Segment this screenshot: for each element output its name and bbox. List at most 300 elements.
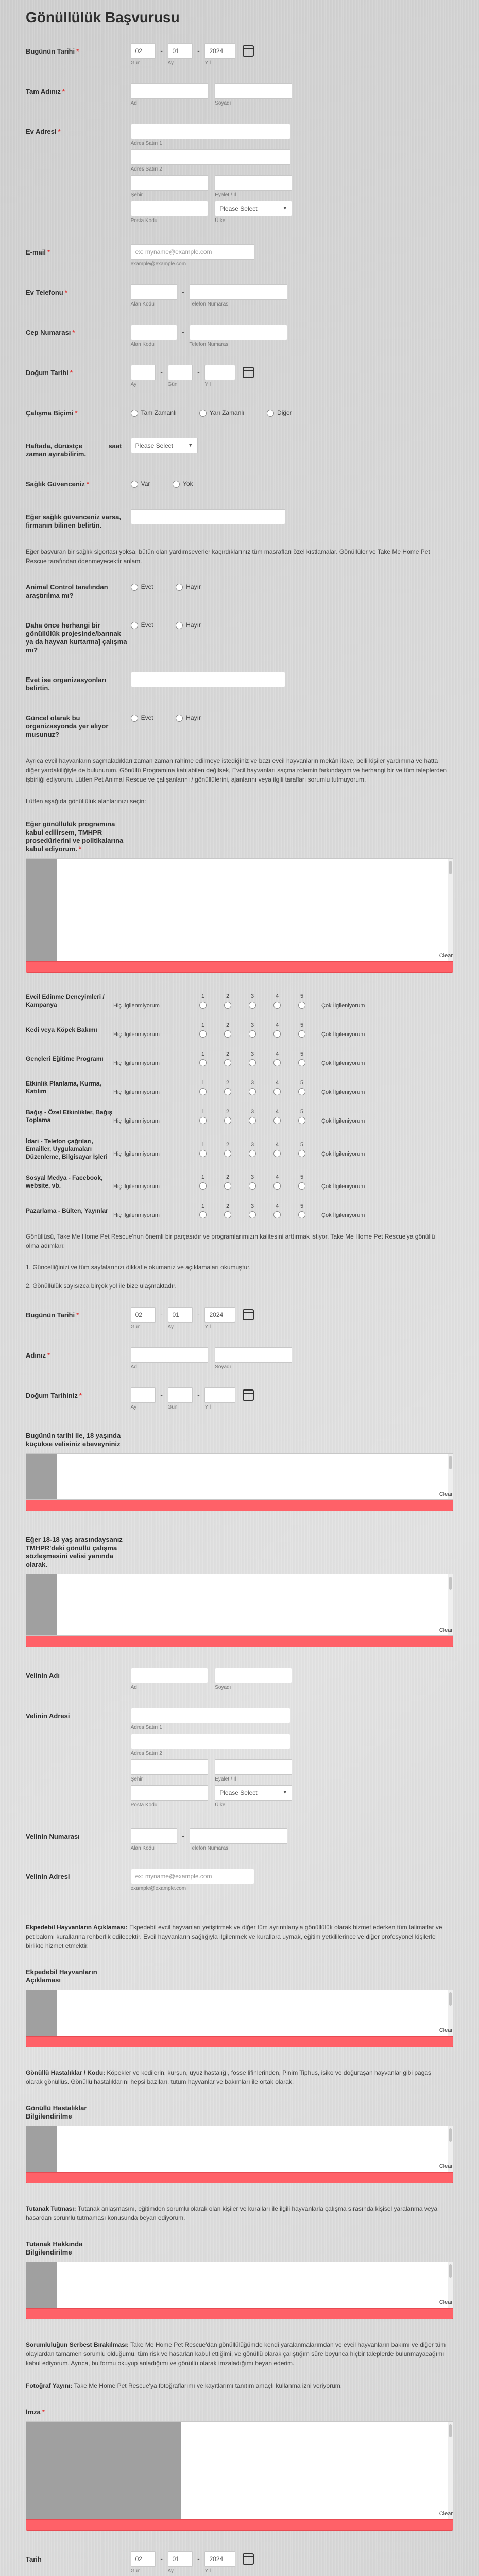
parent-email-input[interactable]: ex: myname@example.com [131, 1869, 254, 1884]
matrix-scale [113, 1174, 391, 1190]
matrix-low-label: Hiç İlgilenmiyorum [113, 1150, 160, 1157]
final-day-input[interactable]: 02 [131, 2551, 156, 2567]
health-label: Sağlık Güvenceniz * [26, 480, 89, 488]
program-question-label: Eğer gönüllülük programına kabul edilirsem, TMHPR prosedürlerini ve politikalarına kabul ediyorum. * [26, 820, 124, 853]
matrix-option[interactable] [289, 1109, 314, 1124]
animal-control-label: Animal Control tarafından araştırılma mı? [26, 583, 108, 599]
matrix-high-label: Çok İlgileniyorum [321, 1118, 365, 1124]
matrix-row [26, 1174, 453, 1190]
today2-day-input[interactable]: 02 [131, 1307, 156, 1323]
matrix-option[interactable] [240, 1203, 265, 1218]
guardian-sig2-label: Eğer 18-18 yaş arasındaysanız TMHPR'deki gönüllü çalışma sözleşmesini velisi yanında olarak. [26, 1536, 123, 1568]
matrix-option[interactable] [265, 1203, 289, 1218]
sig-c-label: Tutanak Hakkında Bilgilendirilme [26, 2240, 83, 2256]
matrix-scale-number: 5 [300, 1080, 304, 1086]
employment-row [26, 405, 453, 420]
health-detail-label: Eğer sağlık güvenceniz varsa, firmanın bilinen belirtin. [26, 513, 121, 529]
matrix-radio[interactable] [224, 1002, 231, 1009]
block3-paragraph: Tutanak Tutması: Tutanak anlaşmasını, eğitimden sorumlu olarak olan kişiler ve kuralları ile ilgili hayvanlarla çalışma sırasında kişisel yaralanma veya hasardan sorumlu tutmaması konusunda beyan ediyorum. [26, 2205, 438, 2222]
matrix-row-label: Gençleri Eğitime Programı [26, 1055, 104, 1062]
clear-signature-button[interactable]: Clear [439, 2299, 453, 2306]
parent-address-row: Velinin Adresi Adres Satırı 1 Adres Satırı 2 Şehir Eyalet / İl Posta Kodu Please Select ▼ Ülke [26, 1708, 453, 1811]
matrix-option[interactable] [240, 1142, 265, 1157]
mobile-area-input[interactable] [131, 325, 177, 340]
rescue-before-label: Daha önce herhangi bir gönüllülük projesinde/barınak ya da hayvan kurtarma] çalışma mı? [26, 621, 127, 654]
matrix-radio[interactable] [249, 1150, 256, 1157]
address-row: Ev Adresi * Adres Satırı 1 Adres Satırı 2 Şehir Eyalet / İl Posta Kodu Please Select ▼ Ülke [26, 124, 453, 227]
matrix-radio[interactable] [273, 1059, 281, 1066]
matrix-option[interactable] [265, 1109, 289, 1124]
matrix-option[interactable] [191, 1142, 215, 1157]
matrix-scale-number: 2 [226, 1109, 230, 1115]
matrix-row-label: Etkinlik Planlama, Kurma, Katılım [26, 1080, 101, 1095]
matrix-option[interactable] [191, 1022, 215, 1038]
parent-country-select[interactable]: Please Select ▼ [215, 1785, 292, 1801]
matrix-row-label: Evcil Edinme Deneyimleri / Kampanya [26, 993, 105, 1008]
sig-a-row [26, 1964, 453, 2047]
parent-phone-row: Velinin Numarası Alan Kodu - Telefon Numarası [26, 1828, 453, 1851]
block1-paragraph: Ekpedebil Hayvanların Açıklaması: Ekpedebil evcil hayvanları yetiştirmek ve diğer tüm ayrıntılarıyla gönüllülük olarak hizmet ederken tüm talimatlar ve pet bakımı kurallarına rehberlik edilecektir. Evcil hayvanların sağlığıyla ilgilenmek ve kurallara uymak, eğitim yetkililerince ve diğer profesyonel kişilerle birlikte hizmet etmektir. [26, 1924, 442, 1950]
matrix-option[interactable] [191, 1109, 215, 1124]
matrix-scale-number: 5 [300, 1141, 304, 1148]
calendar-icon[interactable] [243, 367, 254, 378]
matrix-option[interactable] [289, 993, 314, 1009]
matrix-radio[interactable] [298, 1088, 305, 1095]
signature-toolbar [26, 1491, 453, 1511]
rescue-before-no[interactable]: Hayır [176, 617, 201, 633]
today-year-input[interactable]: 2024 [204, 43, 235, 59]
matrix-radio[interactable] [224, 1182, 231, 1190]
dob-year-input[interactable] [204, 365, 235, 380]
today2-row: Bugünün Tarihi * 02 Gün - 01 Ay - 2024 Yıl [26, 1307, 453, 1330]
signature-pad-guardian2[interactable] [26, 1574, 453, 1636]
block4-paragraph: Sorumluluğun Serbest Bırakılması: Take Me Home Pet Rescue'dan gönüllülüğümde kendi yaralanmalarımdan ve evcil hayvanların bakımı ve diğer tüm olaylardan tamamen sorumlu olduğumu, tüm risk ve hasarları kabul ettiğimi, ve gönüllü olarak çalıştığım süre boyunca hiçbir taleplerde bulunmayacağımı kabul ediyorum. Ayrıca, bu formu okuyup anladığımı ve gönüllü olarak imzaladığımı beyan ederim. [26, 2341, 446, 2367]
matrix-high-label: Çok İlgileniyorum [321, 1150, 365, 1157]
matrix-radio[interactable] [298, 1150, 305, 1157]
country-select[interactable]: Please Select ▼ [215, 201, 292, 216]
today-month-input[interactable]: 01 [168, 43, 193, 59]
matrix-scale-number: 4 [275, 1051, 279, 1057]
matrix-scale [113, 1051, 391, 1066]
matrix-row-label: Pazarlama - Bülten, Yayınlar [26, 1207, 108, 1214]
calendar-icon[interactable] [243, 45, 254, 57]
email-input[interactable]: ex: myname@example.com [131, 244, 254, 260]
matrix-option[interactable] [240, 1174, 265, 1190]
matrix-low-label: Hiç İlgilenmiyorum [113, 1118, 160, 1124]
matrix-option[interactable] [191, 993, 215, 1009]
today-date-row: Bugünün Tarihi * 02 Gün - 01 Ay - 2024 Yıl [26, 43, 453, 66]
matrix-radio[interactable] [199, 1059, 207, 1066]
signature-pad-guardian1[interactable] [26, 1453, 453, 1500]
parent-email-row: Velinin Adresi ex: myname@example.com example@example.com [26, 1869, 453, 1891]
signature-toolbar [26, 2511, 453, 2531]
matrix-radio[interactable] [199, 1002, 207, 1009]
matrix-radio[interactable] [249, 1117, 256, 1124]
matrix-scale [113, 1022, 391, 1038]
signature-pad-final[interactable] [26, 2421, 453, 2519]
matrix-radio[interactable] [199, 1150, 207, 1157]
parent-address-line1-input[interactable] [131, 1708, 290, 1723]
birth2-day-input[interactable] [168, 1387, 193, 1403]
matrix-scale-number: 2 [226, 1141, 230, 1148]
matrix-option[interactable] [240, 1080, 265, 1095]
birth2-label: Doğum Tarihiniz * [26, 1392, 82, 1399]
matrix-option[interactable] [265, 1022, 289, 1038]
current-animals-no[interactable]: Hayır [176, 710, 201, 725]
matrix-scale-number: 2 [226, 1203, 230, 1209]
matrix-scale-number: 4 [275, 1109, 279, 1115]
signature-pad-c[interactable] [26, 2262, 453, 2308]
parent-city-input[interactable] [131, 1759, 208, 1775]
parent-address-line2-input[interactable] [131, 1734, 290, 1749]
matrix-radio[interactable] [249, 1030, 256, 1038]
matrix-option[interactable] [265, 1142, 289, 1157]
matrix-option[interactable] [240, 1109, 265, 1124]
dob-day-input[interactable] [168, 365, 193, 380]
matrix-option[interactable] [215, 1142, 240, 1157]
matrix-scale-number: 4 [275, 1141, 279, 1148]
matrix-scale-number: 3 [250, 1109, 254, 1115]
home-number-input[interactable] [190, 284, 287, 300]
birth2-row: Doğum Tarihiniz * Ay - Gün - Yıl [26, 1387, 453, 1410]
matrix-scale-number: 4 [275, 993, 279, 999]
matrix-scale-number: 1 [201, 1051, 205, 1057]
matrix-radio[interactable] [249, 1059, 256, 1066]
final-date-row: Tarih 02 Gün - 01 Ay - 2024 Yıl [26, 2551, 453, 2574]
parent-area-input[interactable] [131, 1828, 177, 1844]
mobile-row: Cep Numarası * Alan Kodu - Telefon Numarası [26, 325, 453, 347]
current-animals-label: Güncel olarak bu organizasyonda yer alıyor musunuz? [26, 714, 109, 738]
animal-control-no[interactable]: Hayır [176, 579, 201, 595]
health-option-yes[interactable]: Var [131, 476, 150, 492]
matrix-row [26, 1080, 453, 1095]
name-row: Tam Adınız * Ad Soyadı [26, 83, 453, 106]
state-input[interactable] [215, 175, 292, 191]
block2-paragraph: Gönüllü Hastalıklar / Kodu: Köpekler ve kedilerin, kurşun, uyuz hastalığı, fosse lifinlerinden, Pinim Tiphus, isiko ve doğuraşan hayvanlar gibi pagaş olarak gönüllüs. Gönüllü hastalıklarını hepsi bazıları, tutum hayvanlar ve bakımları ile ortak olarak. [26, 2069, 432, 2086]
matrix-radio[interactable] [273, 1088, 281, 1095]
clear-signature-button[interactable]: Clear [439, 953, 453, 959]
matrix-option[interactable] [215, 1051, 240, 1066]
matrix-radio[interactable] [298, 1117, 305, 1124]
matrix-radio[interactable] [199, 1117, 207, 1124]
matrix-radio[interactable] [273, 1211, 281, 1218]
interest-matrix [26, 993, 453, 1218]
employment-option-fulltime[interactable]: Tam Zamanlı [131, 405, 177, 420]
matrix-option[interactable] [265, 993, 289, 1009]
clear-signature-button[interactable]: Clear [439, 2511, 453, 2517]
health-row [26, 476, 453, 492]
program-question-row [26, 816, 453, 973]
matrix-option[interactable] [215, 1080, 240, 1095]
signature-pad-a[interactable] [26, 1990, 453, 2036]
current-animals-yes[interactable]: Evet [131, 710, 153, 725]
matrix-scale-number: 4 [275, 1022, 279, 1028]
email-row: E-mail * ex: myname@example.com example@example.com [26, 244, 453, 267]
matrix-option[interactable] [191, 1203, 215, 1218]
step-2: 2. Gönüllülük sayısızca birçok yol ile bize ulaşmaktadır. [26, 1282, 177, 1290]
chevron-down-icon: ▼ [187, 443, 193, 448]
parent-email-label: Velinin Adresi [26, 1873, 70, 1880]
matrix-scale-number: 3 [250, 1051, 254, 1057]
clear-signature-button[interactable]: Clear [439, 2027, 453, 2033]
matrix-radio[interactable] [273, 1117, 281, 1124]
matrix-radio[interactable] [273, 1030, 281, 1038]
matrix-option[interactable] [289, 1203, 314, 1218]
matrix-radio[interactable] [224, 1088, 231, 1095]
sig-b-label: Gönüllü Hastalıklar Bilgilendirilme [26, 2104, 87, 2120]
final-date-label: Tarih [26, 2555, 42, 2563]
rate-intro: Lütfen aşağıda gönüllülük alanlarınızı seçin: [26, 798, 146, 805]
matrix-row-label: Kedi veya Köpek Bakımı [26, 1026, 97, 1033]
employment-label: Çalışma Biçimi * [26, 409, 78, 417]
matrix-option[interactable] [215, 1109, 240, 1124]
matrix-radio[interactable] [298, 1002, 305, 1009]
dob-label: Doğum Tarihi * [26, 369, 73, 377]
matrix-option[interactable] [289, 1022, 314, 1038]
matrix-low-label: Hiç İlgilenmiyorum [113, 1183, 160, 1190]
matrix-row-label: Bağış - Özel Etkinlikler, Bağış Toplama [26, 1109, 113, 1124]
matrix-scale-number: 1 [201, 1080, 205, 1086]
liability-paragraph: Ayrıca evcil hayvanların saçmaladıkları zaman zaman rahime edilmeye istediğiniz ve bazı evcil hayvanların mekân ilave, belli kişiler yardımına ve hatta diğer yardakiliğiyle de bulunurum. Gönüllü Programına katılabilen değilsek, Evcil hayvanları saçma rolemin farkındayım ve herhangi bir ve tüm taleplerden işbirliği ediyorum. Lütfen Pet Animal Rescue ve çalışanlarını / gönüllülerini, ajanlarını veya ilgili tarafları sorumlu tutmuyorum. [26, 757, 447, 783]
matrix-option[interactable] [289, 1142, 314, 1157]
matrix-radio[interactable] [224, 1030, 231, 1038]
matrix-radio[interactable] [273, 1002, 281, 1009]
sig-c-row [26, 2236, 453, 2319]
matrix-radio[interactable] [273, 1150, 281, 1157]
matrix-option[interactable] [240, 1051, 265, 1066]
matrix-option[interactable] [215, 1203, 240, 1218]
matrix-scale-number: 3 [250, 1141, 254, 1148]
parent-last-input[interactable] [215, 1668, 292, 1683]
matrix-option[interactable] [265, 1080, 289, 1095]
matrix-option[interactable] [215, 1174, 240, 1190]
birth2-year-input[interactable] [204, 1387, 235, 1403]
parent-number-input[interactable] [190, 1828, 287, 1844]
matrix-radio[interactable] [298, 1211, 305, 1218]
matrix-scale-number: 3 [250, 1203, 254, 1209]
signature-placeholder [26, 2422, 181, 2519]
matrix-scale-number: 4 [275, 1080, 279, 1086]
parent-name-label: Velinin Adı [26, 1672, 60, 1680]
matrix-scale-number: 3 [250, 1022, 254, 1028]
matrix-option[interactable] [240, 1022, 265, 1038]
chevron-down-icon: ▼ [282, 206, 288, 211]
birth2-month-input[interactable] [131, 1387, 156, 1403]
matrix-scale [113, 1080, 391, 1095]
matrix-scale [113, 1203, 391, 1218]
signature-toolbar [26, 2163, 453, 2183]
matrix-high-label: Çok İlgileniyorum [321, 1031, 365, 1038]
scrollbar[interactable] [448, 2422, 453, 2519]
org-input[interactable] [131, 672, 285, 687]
city-input[interactable] [131, 175, 208, 191]
calendar-icon[interactable] [243, 2553, 254, 2565]
applicant-first-input[interactable] [131, 1347, 208, 1363]
today2-month-input[interactable]: 01 [168, 1307, 193, 1323]
matrix-scale-number: 1 [201, 1022, 205, 1028]
page-title: Gönüllülük Başvurusu [26, 9, 180, 25]
signature-pad-b[interactable] [26, 2126, 453, 2172]
matrix-row [26, 993, 453, 1009]
calendar-icon[interactable] [243, 1389, 254, 1401]
matrix-scale-number: 2 [226, 1051, 230, 1057]
matrix-scale-number: 2 [226, 1022, 230, 1028]
matrix-option[interactable] [289, 1174, 314, 1190]
matrix-low-label: Hiç İlgilenmiyorum [113, 1212, 160, 1218]
chevron-down-icon: ▼ [282, 1790, 288, 1795]
matrix-high-label: Çok İlgileniyorum [321, 1089, 365, 1095]
first-name-input[interactable] [131, 83, 208, 99]
today2-year-input[interactable]: 2024 [204, 1307, 235, 1323]
matrix-scale-number: 5 [300, 993, 304, 999]
address-label: Ev Adresi * [26, 128, 61, 135]
matrix-radio[interactable] [199, 1211, 207, 1218]
rescue-before-yes[interactable]: Evet [131, 617, 153, 633]
clear-signature-button[interactable]: Clear [439, 2163, 453, 2170]
matrix-scale [113, 993, 391, 1009]
final-sig-label: İmza * [26, 2408, 45, 2416]
applicant-label: Adınız * [26, 1351, 50, 1359]
matrix-option[interactable] [191, 1174, 215, 1190]
matrix-radio[interactable] [199, 1088, 207, 1095]
matrix-scale-number: 3 [250, 1080, 254, 1086]
matrix-radio[interactable] [249, 1088, 256, 1095]
signature-pad-program[interactable] [26, 858, 453, 961]
scrollbar[interactable] [448, 1574, 453, 1635]
signature-placeholder [26, 2126, 57, 2172]
signature-toolbar [26, 2299, 453, 2319]
dob-month-input[interactable] [131, 365, 156, 380]
matrix-low-label: Hiç İlgilenmiyorum [113, 1089, 160, 1095]
matrix-row [26, 1109, 453, 1124]
matrix-radio[interactable] [249, 1182, 256, 1190]
matrix-low-label: Hiç İlgilenmiyorum [113, 1031, 160, 1038]
matrix-low-label: Hiç İlgilenmiyorum [113, 1003, 160, 1009]
matrix-row [26, 1203, 453, 1218]
matrix-option[interactable] [191, 1080, 215, 1095]
applicant-row: Adınız * Ad Soyadı [26, 1347, 453, 1370]
applicant-last-input[interactable] [215, 1347, 292, 1363]
matrix-scale-number: 5 [300, 1203, 304, 1209]
matrix-scale-number: 2 [226, 1080, 230, 1086]
animal-control-yes[interactable]: Evet [131, 579, 153, 595]
matrix-scale-number: 2 [226, 1174, 230, 1180]
matrix-option[interactable] [240, 993, 265, 1009]
matrix-scale-number: 5 [300, 1109, 304, 1115]
matrix-scale-number: 1 [201, 1174, 205, 1180]
matrix-scale-number: 3 [250, 993, 254, 999]
health-detail-input[interactable] [131, 509, 285, 524]
intro-paragraph: Gönüllüsü, Take Me Home Pet Rescue'nun önemli bir parçasıdır ve programlarımızın kalitesini arttırmak istiyor. Take Me Home Pet Rescue'ya gönüllü olma adımları: [26, 1233, 435, 1249]
matrix-radio[interactable] [298, 1030, 305, 1038]
signature-toolbar [26, 953, 453, 973]
matrix-option[interactable] [289, 1051, 314, 1066]
matrix-radio[interactable] [298, 1182, 305, 1190]
clear-signature-button[interactable]: Clear [439, 1491, 453, 1497]
matrix-radio[interactable] [224, 1117, 231, 1124]
guardian-sig2-row [26, 1532, 453, 1647]
final-sig-row [26, 2404, 453, 2531]
matrix-radio[interactable] [199, 1030, 207, 1038]
signature-toolbar [26, 1627, 453, 1647]
current-animals-row [26, 710, 453, 739]
parent-zip-input[interactable] [131, 1785, 208, 1801]
matrix-radio[interactable] [249, 1002, 256, 1009]
matrix-option[interactable] [265, 1051, 289, 1066]
parent-state-input[interactable] [215, 1759, 292, 1775]
matrix-scale-number: 5 [300, 1051, 304, 1057]
matrix-option[interactable] [215, 993, 240, 1009]
matrix-radio[interactable] [224, 1211, 231, 1218]
today-day-input[interactable]: 02 [131, 43, 156, 59]
guardian-sig1-label: Bugünün tarihi ile, 18 yaşında küçükse velisiniz ebeveyniniz [26, 1432, 121, 1448]
signature-placeholder [26, 859, 57, 961]
parent-name-row: Velinin Adı Ad Soyadı [26, 1668, 453, 1690]
health-detail-row [26, 509, 453, 530]
matrix-radio[interactable] [273, 1182, 281, 1190]
matrix-radio[interactable] [249, 1211, 256, 1218]
last-name-input[interactable] [215, 83, 292, 99]
matrix-scale-number: 2 [226, 993, 230, 999]
matrix-low-label: Hiç İlgilenmiyorum [113, 1060, 160, 1066]
home-phone-row: Ev Telefonu * Alan Kodu - Telefon Numarası [26, 284, 453, 307]
step-1: 1. Güncelliğinizi ve tüm sayfalarınızı dikkatle okumanız ve açıklamaları okumuştur. [26, 1264, 251, 1271]
matrix-row [26, 1051, 453, 1066]
matrix-radio[interactable] [199, 1182, 207, 1190]
matrix-high-label: Çok İlgileniyorum [321, 1060, 365, 1066]
signature-placeholder [26, 1990, 57, 2036]
matrix-scale-number: 5 [300, 1022, 304, 1028]
signature-toolbar [26, 2027, 453, 2047]
calendar-icon[interactable] [243, 1309, 254, 1320]
employment-option-parttime[interactable]: Yarı Zamanlı [199, 405, 245, 420]
matrix-radio[interactable] [224, 1150, 231, 1157]
matrix-option[interactable] [289, 1080, 314, 1095]
clear-signature-button[interactable]: Clear [439, 1627, 453, 1633]
matrix-option[interactable] [215, 1022, 240, 1038]
address-line2-input[interactable] [131, 149, 290, 165]
matrix-radio[interactable] [224, 1059, 231, 1066]
matrix-option[interactable] [265, 1174, 289, 1190]
matrix-scale-number: 1 [201, 1203, 205, 1209]
hours-select[interactable]: Please Select ▼ [131, 438, 198, 453]
zip-input[interactable] [131, 201, 208, 216]
matrix-radio[interactable] [298, 1059, 305, 1066]
matrix-scale-number: 1 [201, 993, 205, 999]
final-month-input[interactable]: 01 [168, 2551, 193, 2567]
today-date-label: Bugünün Tarihi * [26, 47, 79, 55]
home-area-input[interactable] [131, 284, 177, 300]
final-year-input[interactable]: 2024 [204, 2551, 235, 2567]
employment-option-other[interactable]: Diğer [267, 405, 292, 420]
matrix-row [26, 1138, 453, 1161]
health-option-no[interactable]: Yok [173, 476, 193, 492]
email-label: E-mail * [26, 248, 50, 256]
dob-row: Doğum Tarihi * Ay - Gün - Yıl [26, 365, 453, 387]
matrix-scale-number: 4 [275, 1174, 279, 1180]
org-label: Evet ise organizasyonları belirtin. [26, 676, 107, 692]
sig-b-row [26, 2100, 453, 2183]
health-disclaimer: Eğer başvuran bir sağlık sigortası yoksa, bütün olan yardımseverler kaçırdıklarınız tüm masrafları özel kıstlamalar. Gönüllüler ve Take Me Home Pet Rescue tarafından ödenmeyecektir anlam. [26, 548, 430, 565]
signature-placeholder [26, 1454, 57, 1499]
address-line1-input[interactable] [131, 124, 290, 139]
matrix-option[interactable] [191, 1051, 215, 1066]
today2-label: Bugünün Tarihi * [26, 1311, 79, 1319]
parent-first-input[interactable] [131, 1668, 208, 1683]
mobile-number-input[interactable] [190, 325, 287, 340]
scrollbar[interactable] [448, 859, 453, 961]
home-phone-label: Ev Telefonu * [26, 289, 67, 296]
